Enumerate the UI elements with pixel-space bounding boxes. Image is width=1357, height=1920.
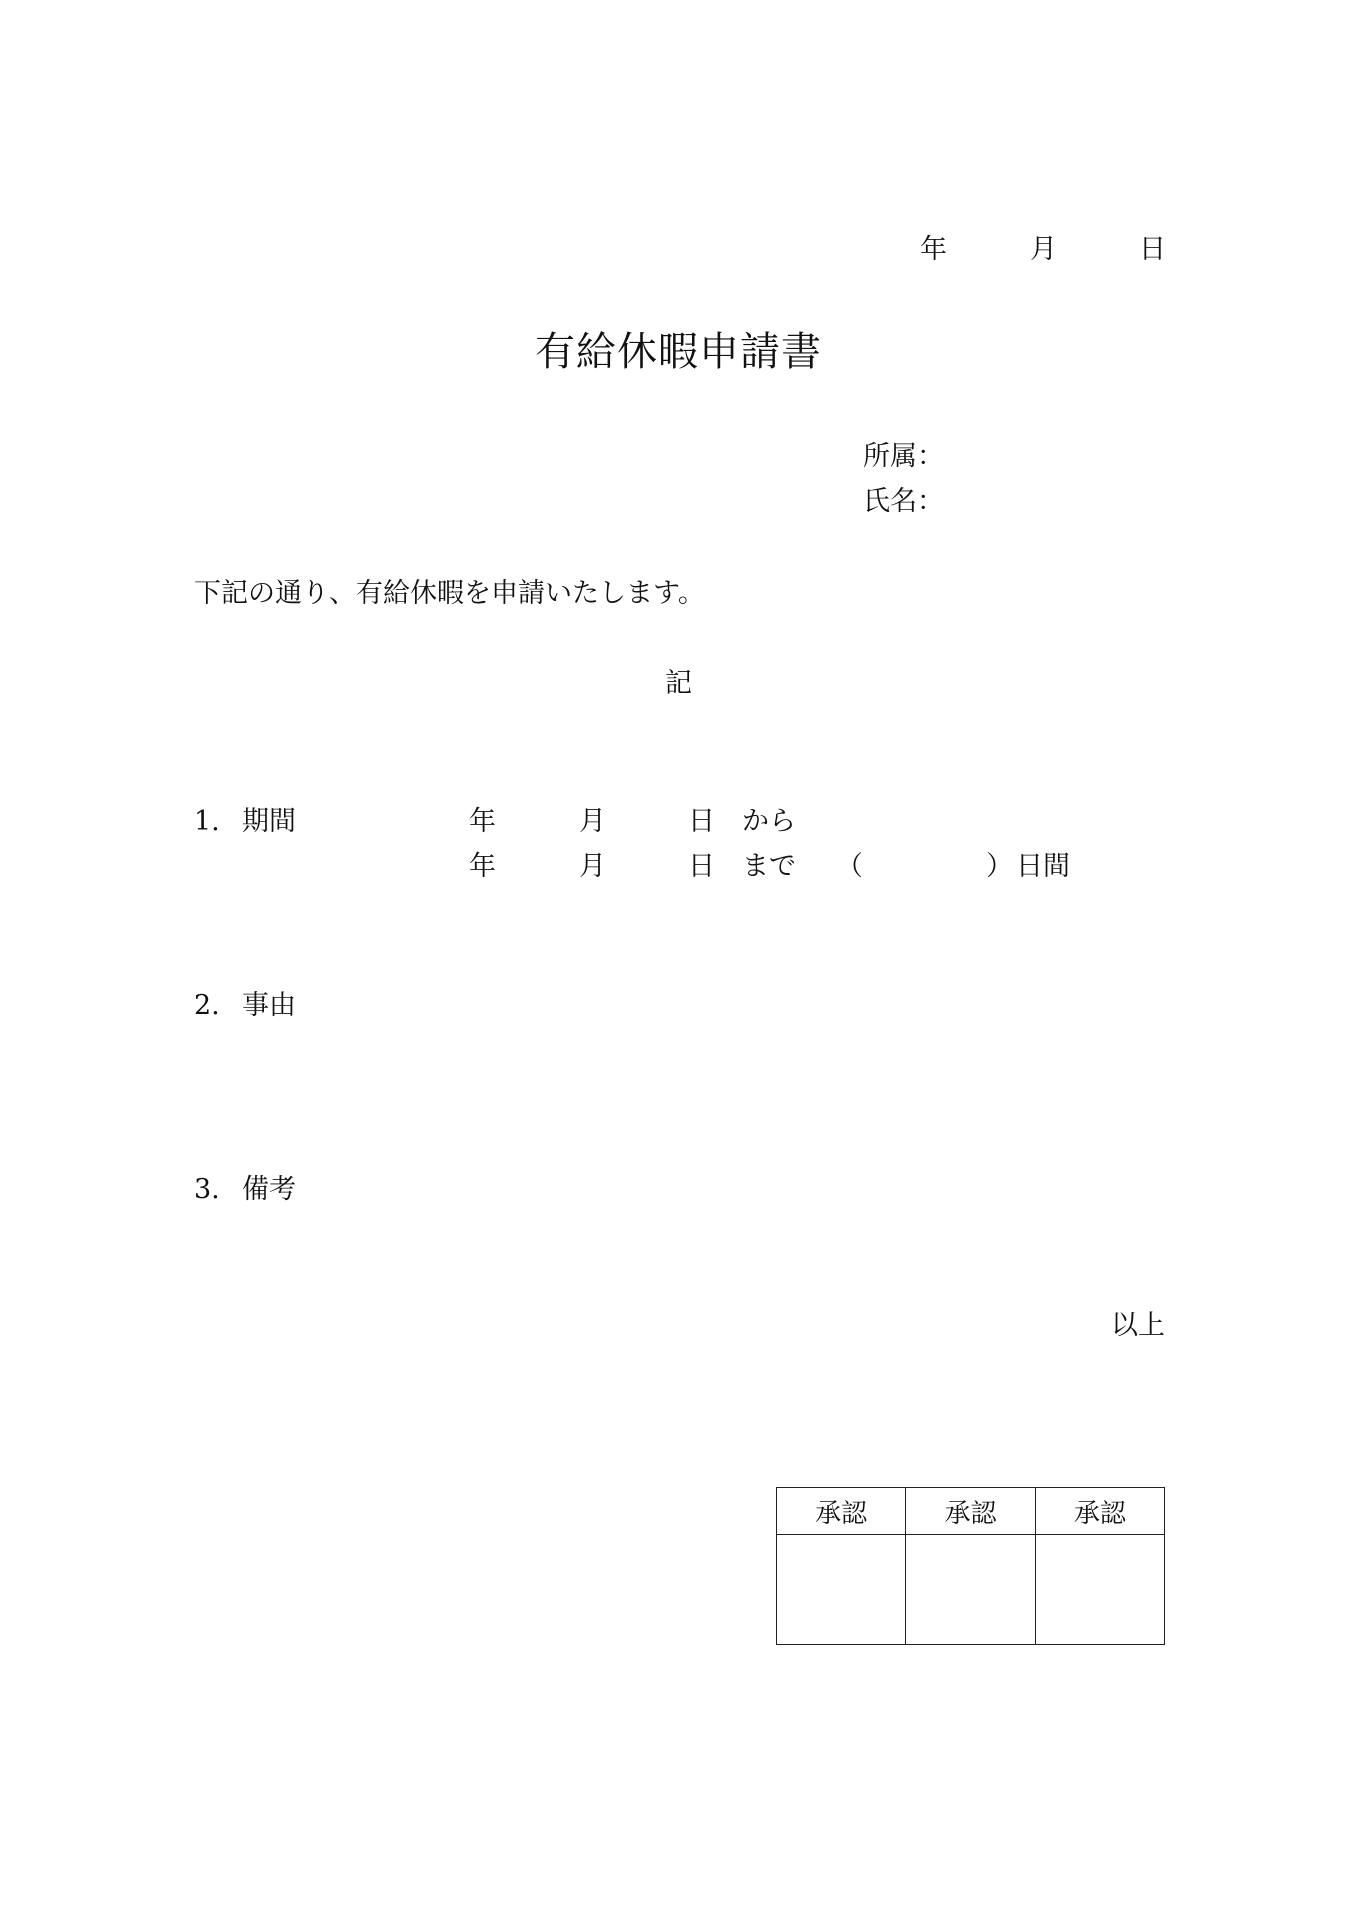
approval-header-2: 承認 <box>906 1488 1035 1535</box>
approval-table <box>776 1487 1165 1645</box>
remarks-label: 備考 <box>242 1174 296 1205</box>
item-number-2: 2. <box>194 990 220 1021</box>
period-to-suffix: まで <box>742 851 796 882</box>
name-label: 氏名： <box>863 486 944 517</box>
period-to-month: 月 <box>579 851 606 882</box>
date-month-label: 月 <box>1030 234 1057 265</box>
period-from-suffix: から <box>742 806 796 837</box>
days-paren-open: （ <box>836 851 863 882</box>
approval-header-3: 承認 <box>1035 1488 1164 1535</box>
item-number-3: 3. <box>194 1174 220 1205</box>
approval-stamp-row <box>777 1535 1165 1645</box>
period-from-day: 日 <box>688 806 715 837</box>
approval-stamp-cell-2 <box>906 1535 1035 1645</box>
days-paren-close: ） <box>986 851 1013 882</box>
closing-text: 以上 <box>1111 1310 1165 1341</box>
period-to-year: 年 <box>469 851 496 882</box>
approval-header-1: 承認 <box>777 1488 906 1535</box>
ki-heading: 記 <box>665 668 692 699</box>
approval-stamp-cell-1 <box>777 1535 906 1645</box>
reason-label: 事由 <box>242 990 296 1021</box>
intro-text: 下記の通り、有給休暇を申請いたします。 <box>194 578 705 609</box>
document-title: 有給休暇申請書 <box>535 329 822 375</box>
approval-stamp-cell-3 <box>1035 1535 1164 1645</box>
period-label: 期間 <box>242 806 296 837</box>
item-number-1: 1. <box>194 806 220 837</box>
approval-header-row <box>777 1488 1165 1535</box>
period-from-year: 年 <box>469 806 496 837</box>
date-year-label: 年 <box>920 234 947 265</box>
date-day-label: 日 <box>1139 234 1166 265</box>
period-from-month: 月 <box>579 806 606 837</box>
affiliation-label: 所属： <box>863 441 944 472</box>
days-unit: 日間 <box>1016 851 1070 882</box>
period-to-day: 日 <box>688 851 715 882</box>
